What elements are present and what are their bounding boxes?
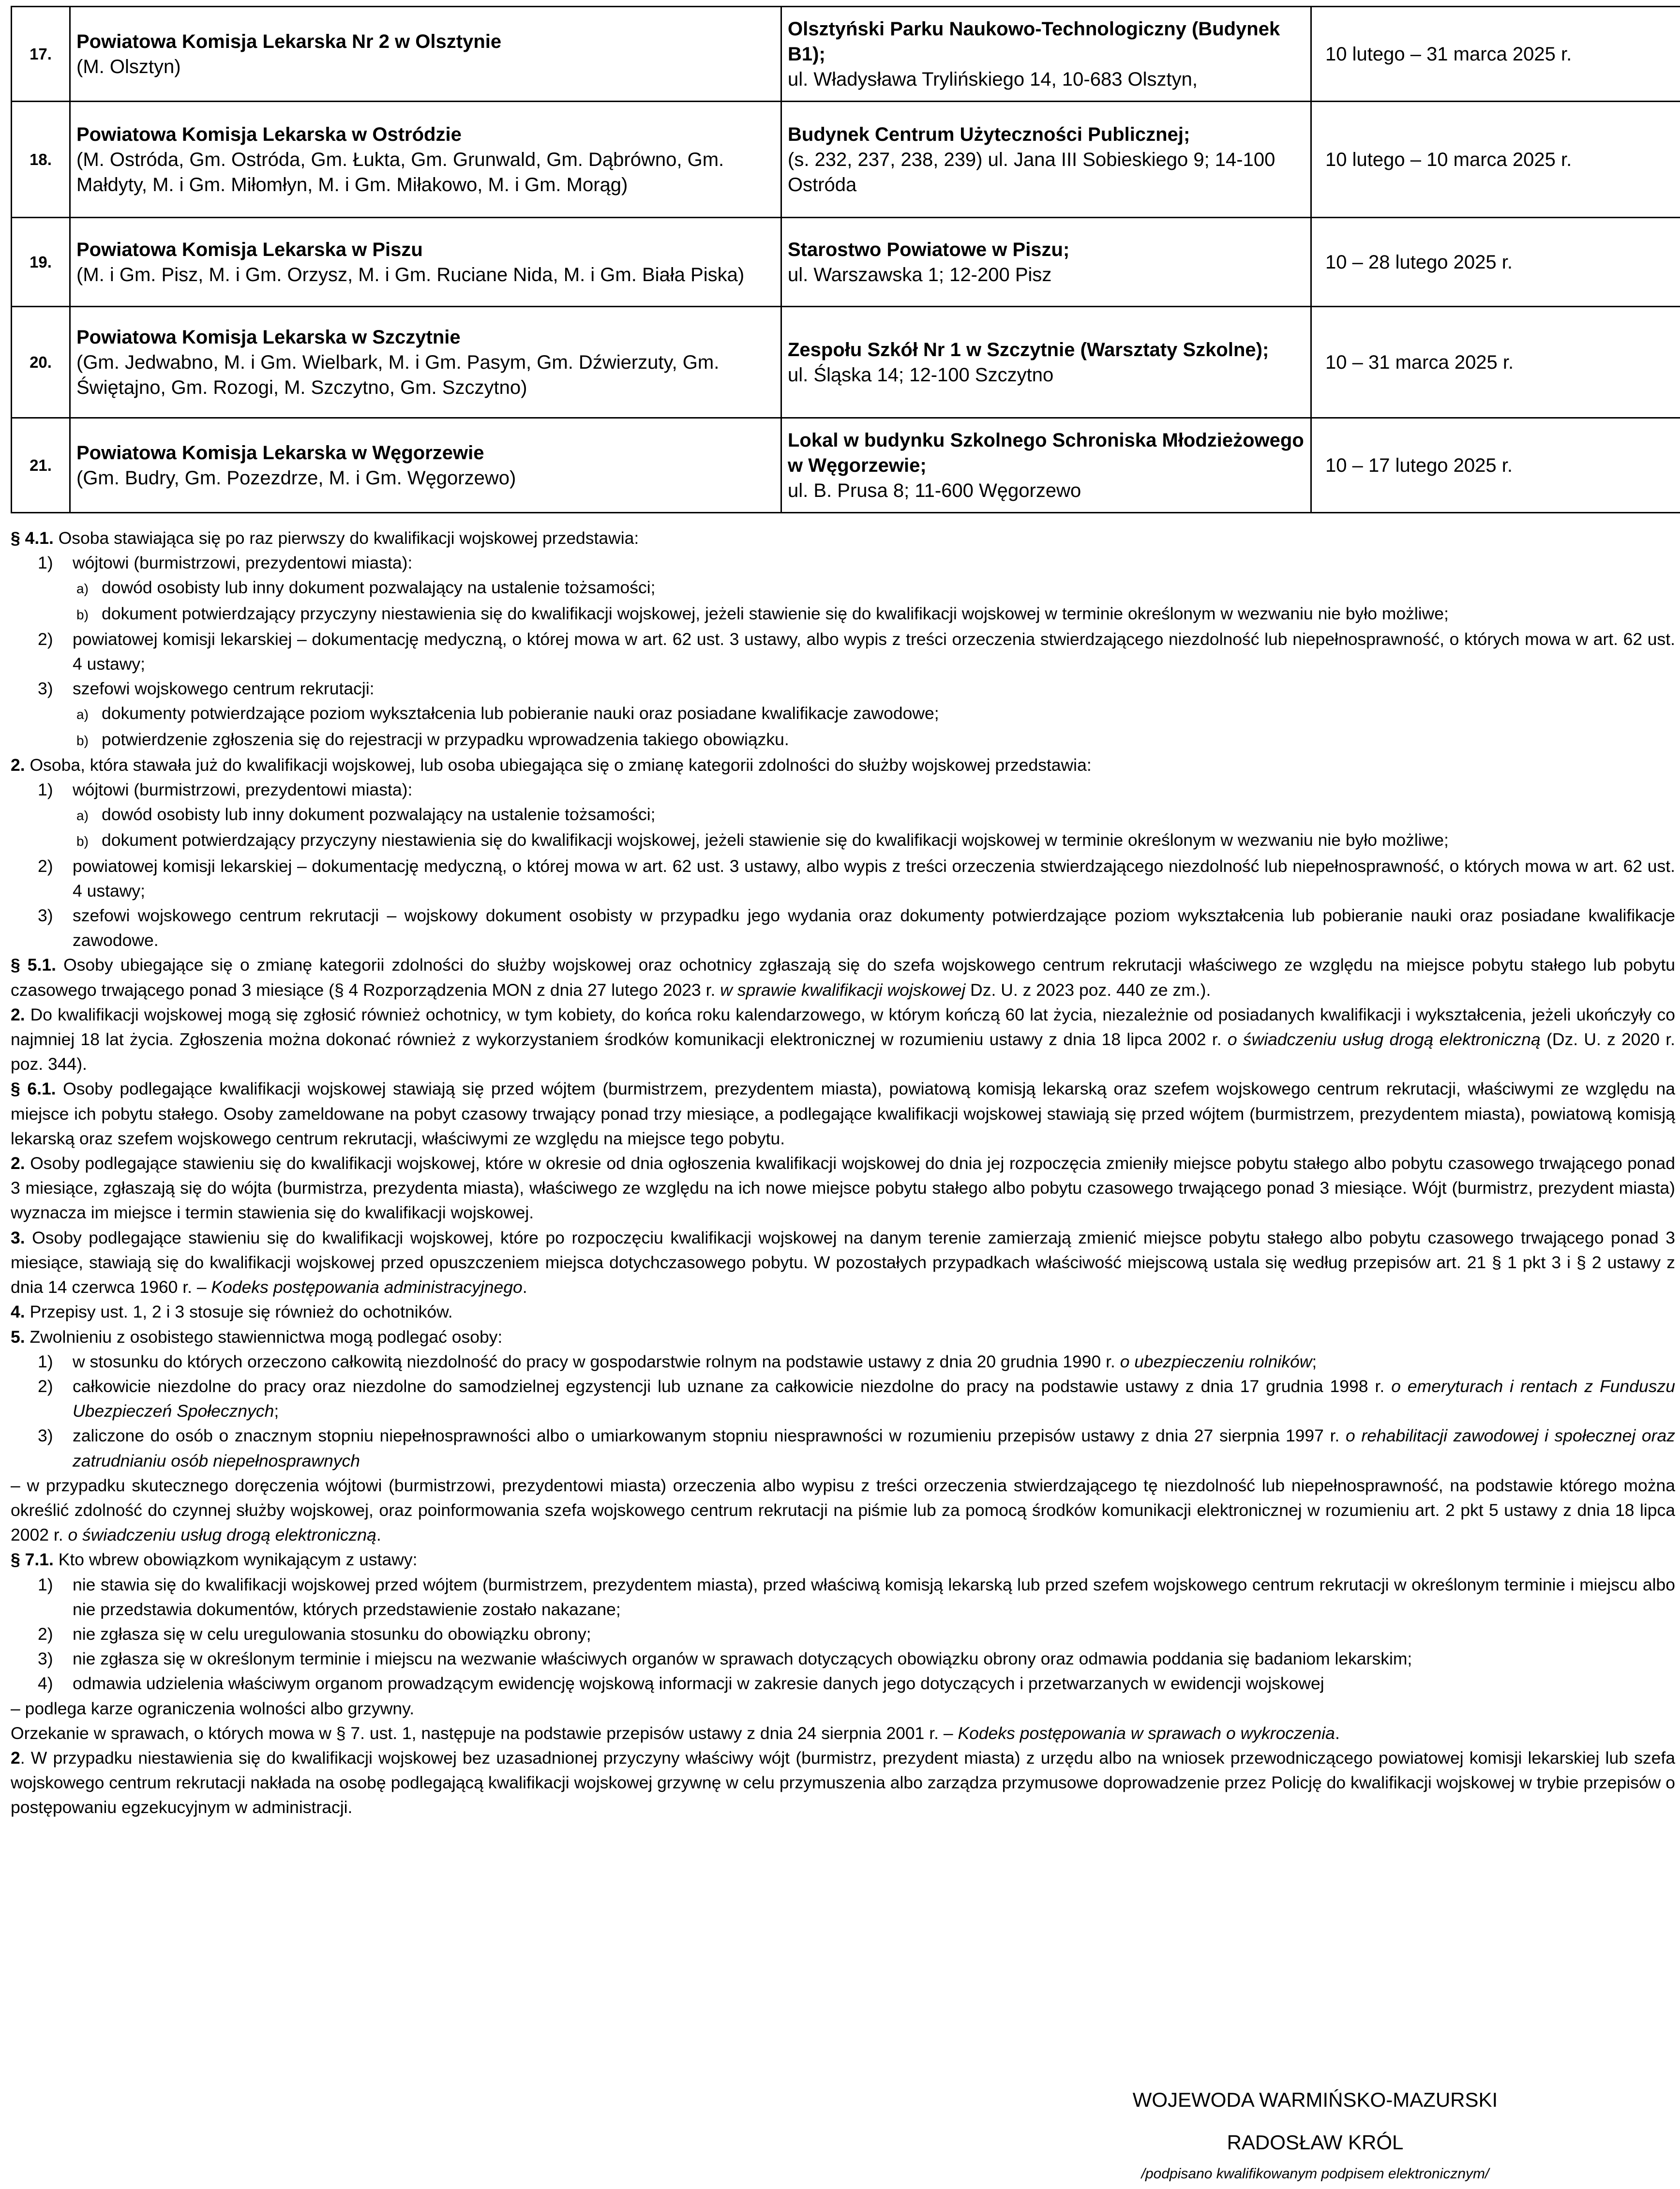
list-item-text: wójtowi (burmistrzowi, prezydentowi miasta):	[73, 780, 413, 800]
paragraph-6-5	[11, 1325, 1675, 1349]
list-item-text-italic: o emeryturach i rentach z Funduszu Ubezpieczeń Społecznych	[73, 1376, 1675, 1421]
list-item-text: dokument potwierdzający przyczyny niestawienia się do kwalifikacji wojskowej, jeżeli stawienie się do kwalifikacji wojskowej w terminie określonym w wezwaniu nie było możliwe;	[102, 603, 1449, 623]
paragraph-text-italic: Kodeks postępowania administracyjnego	[211, 1277, 523, 1297]
paragraph-text: Kto wbrew obowiązkom wynikającym z ustawy:	[53, 1550, 418, 1570]
commission-name: Powiatowa Komisja Lekarska w Piszu	[76, 239, 423, 260]
paragraph-4-2	[11, 753, 1675, 778]
list-item-text: dowód osobisty lub inny dokument pozwalający na ustalenie tożsamości;	[102, 578, 656, 598]
commission-name: Powiatowa Komisja Lekarska w Szczytnie	[76, 326, 461, 348]
location-address: ul. Warszawska 1; 12-200 Pisz	[788, 264, 1052, 285]
list-item	[11, 1573, 1675, 1622]
list-item-text-italic: o ubezpieczeniu rolników	[1120, 1351, 1312, 1371]
list-item	[11, 802, 1675, 828]
list-item	[11, 727, 1675, 753]
list-marker: b)	[76, 834, 89, 849]
list-item-text: wójtowi (burmistrzowi, prezydentowi miasta):	[73, 553, 413, 573]
commission-cell	[70, 7, 781, 102]
paragraph-text: – w przypadku skutecznego doręczenia wójtowi (burmistrzowi, prezydentowi miasta) orzeczenia albo wypisu z treści orzeczenia stwierdzającego tę niezdolność lub niepełnosprawność, na podstawie którego można określić zdolność do czynnej służby wojskowej, oraz poinformowania szefa wojskowego centrum rekrutacji na piśmie lub za pomocą środków komunikacji elektronicznej w rozumieniu art. 2 pkt 5 ustawy z dnia 18 lipca 2002 r.	[11, 1475, 1675, 1545]
signature-note: /podpisano kwalifikowanym podpisem elektronicznym/	[1141, 2166, 1489, 2182]
paragraph-6-2	[11, 1151, 1675, 1226]
section-number: 2.	[11, 1005, 25, 1024]
list-item-text: zaliczone do osób o znacznym stopniu niepełnosprawności albo o umiarkowanym stopniu niesprawności w rozumieniu przepisów ustawy z dnia 27 sierpnia 1997 r.	[73, 1426, 1346, 1446]
list-item-text: ;	[1312, 1351, 1317, 1371]
commission-name: Powiatowa Komisja Lekarska Nr 2 w Olsztynie	[76, 30, 502, 52]
location-name: Olsztyński Parku Naukowo-Technologiczny (Budynek B1);	[788, 18, 1280, 65]
commission-municipalities: (M. Ostróda, Gm. Ostróda, Gm. Łukta, Gm. Grunwald, Gm. Dąbrówno, Gm. Małdyty, M. i Gm. Miłomłyn, M. i Gm. Miłakowo, M. i Gm. Morąg)	[76, 149, 724, 195]
section-number: § 6.1.	[11, 1079, 56, 1099]
list-item-text: dokument potwierdzający przyczyny niestawienia się do kwalifikacji wojskowej, jeżeli stawienie się do kwalifikacji wojskowej w terminie określonym w wezwaniu nie było możliwe;	[102, 830, 1449, 850]
paragraph-text: .	[376, 1525, 381, 1545]
paragraph-text: Osoby podlegające stawieniu się do kwalifikacji wojskowej, które po rozpoczęciu kwalifikacji wojskowej na danym terenie zamierzają zmienić miejsce pobytu stałego albo pobytu czasowego trwającego ponad 3 miesiące, stawiają się do kwalifikacji wojskowej przed opuszczeniem miejsca dotychczasowego pobytu. W pozostałych przypadkach właściwość miejscową ustala się według przepisów art. 21 § 1 pkt 3 i § 2 ustawy z dnia 14 czerwca 1960 r. –	[11, 1228, 1675, 1297]
list-item	[11, 828, 1675, 854]
paragraph-6-3	[11, 1226, 1675, 1300]
paragraph-text: . W przypadku niestawienia się do kwalifikacji wojskowej bez uzasadnionej przyczyny właściwy wójt (burmistrz, prezydent miasta) z urzędu albo na wniosek przewodniczącego powiatowej komisji lekarskiej lub szefa wojskowego centrum rekrutacji nakłada na osobę podlegającą kwalifikacji wojskowej grzywnę w celu przymuszenia albo zarządza przymusowe doprowadzenie przez Policję do kwalifikacji wojskowej w trybie przepisów o postępowaniu egzekucyjnym w administracji.	[11, 1748, 1675, 1817]
list-item	[11, 1622, 1675, 1647]
list-marker: 2)	[38, 629, 53, 649]
list-item-text: nie zgłasza się w celu uregulowania stosunku do obowiązku obrony;	[73, 1624, 591, 1644]
list-item-text: szefowi wojskowego centrum rekrutacji:	[73, 679, 375, 699]
list-marker: b)	[76, 733, 89, 748]
paragraph-6-4	[11, 1300, 1675, 1324]
paragraph-text: Zwolnieniu z osobistego stawiennictwa mogą podlegać osoby:	[25, 1327, 503, 1347]
signature-name: RADOSŁAW KRÓL	[1227, 2131, 1404, 2154]
list-item	[11, 1647, 1675, 1671]
list-item-text: potwierdzenie zgłoszenia się do rejestracji w przypadku wprowadzenia takiego obowiązku.	[102, 729, 789, 749]
list-item	[11, 551, 1675, 575]
location-name: Starostwo Powiatowe w Piszu;	[788, 239, 1070, 260]
location-cell	[781, 418, 1311, 513]
paragraph-text: Do kwalifikacji wojskowej mogą się zgłosić również ochotnicy, w tym kobiety, do końca roku kalendarzowego, w którym kończą 60 lat życia, niezależnie od posiadanych kwalifikacji i wykształcenia, jeżeli ukończyły co najmniej 18 lat życia. Zgłoszenia można dokonać również z wykorzystaniem środków komunikacji elektronicznej w rozumieniu ustawy z dnia 18 lipca 2002 r.	[11, 1005, 1675, 1050]
location-address: ul. Władysława Trylińskiego 14, 10-683 Olsztyn,	[788, 68, 1198, 90]
location-name: Zespołu Szkół Nr 1 w Szczytnie (Warsztaty Szkolne);	[788, 339, 1269, 360]
list-marker: 3)	[38, 1649, 53, 1669]
list-item-text: odmawia udzielenia właściwym organom prowadzącym ewidencję wojskową informacji w zakresie danych jego dotyczących i przetwarzanych w ewidencji wojskowej	[73, 1674, 1324, 1694]
paragraph-6-1	[11, 1077, 1675, 1151]
list-item	[11, 676, 1675, 701]
paragraph-text: Osoby podlegające stawieniu się do kwalifikacji wojskowej, które w okresie od dnia ogłoszenia kwalifikacji wojskowej do dnia jej rozpoczęcia zmieniły miejsce pobytu stałego albo pobytu czasowego trwającego ponad 3 miesiące, zgłaszają się do wójta (burmistrza, prezydenta miasta), właściwego ze względu na ich nowe miejsce pobytu stałego albo pobytu czasowego trwającego ponad 3 miesiące. Wójt (burmistrz, prezydent miasta) wyznacza im miejsce i termin stawienia się do kwalifikacji wojskowej.	[11, 1154, 1675, 1223]
penalty-line: – podlega karze ograniczenia wolności albo grzywny.	[11, 1698, 415, 1718]
paragraph-text-italic: Kodeks postępowania w sprawach o wykroczenia	[958, 1723, 1335, 1743]
list-marker: 1)	[38, 780, 53, 800]
list-marker: 2)	[38, 856, 53, 876]
term-cell: 10 – 31 marca 2025 r.	[1311, 307, 1680, 418]
list-item	[11, 1349, 1675, 1374]
location-cell	[781, 218, 1311, 307]
section-number: § 7.1.	[11, 1550, 54, 1570]
list-marker: a)	[76, 707, 89, 722]
table-row	[12, 307, 1680, 418]
section-number: § 4.1.	[11, 528, 54, 548]
list-item-text: nie zgłasza się w określonym terminie i miejscu na wezwanie właściwych organów w sprawach dotyczących obowiązku obrony oraz odmawia poddania się badaniom lekarskim;	[73, 1649, 1412, 1669]
paragraph-text: Osoby ubiegające się o zmianę kategorii zdolności do służby wojskowej oraz ochotnicy zgłaszają się do szefa wojskowego centrum rekrutacji właściwego ze względu na miejsce pobytu stałego lub pobytu czasowego trwającego ponad 3 miesiące (§ 4 Rozporządzenia MON z dnia 27 lutego 2023 r.	[11, 955, 1675, 1000]
section-number: § 5.1.	[11, 955, 57, 975]
row-number: 18.	[12, 102, 70, 218]
paragraph-text: .	[1335, 1723, 1340, 1743]
list-item-text: powiatowej komisji lekarskiej – dokumentację medyczną, o której mowa w art. 62 ust. 3 ustawy, albo wypis z treści orzeczenia stwierdzającego niezdolność lub niepełnosprawność, o których mowa w art. 62 ust. 4 ustawy;	[73, 629, 1675, 674]
location-address: (s. 232, 237, 238, 239) ul. Jana III Sobieskiego 9; 14-100 Ostróda	[788, 149, 1275, 195]
list-item	[11, 627, 1675, 676]
paragraph-4-1	[11, 526, 1675, 551]
row-number: 19.	[12, 218, 70, 307]
list-marker: 3)	[38, 1426, 53, 1446]
location-cell	[781, 7, 1311, 102]
paragraph-text-italic: o świadczeniu usług drogą elektroniczną	[1227, 1030, 1541, 1050]
section-number: 2.	[11, 755, 25, 775]
commission-cell	[70, 102, 781, 218]
paragraph-text-italic: w sprawie kwalifikacji wojskowej	[720, 980, 966, 1000]
term-cell: 10 lutego – 31 marca 2025 r.	[1311, 7, 1680, 102]
location-address: ul. Śląska 14; 12-100 Szczytno	[788, 364, 1054, 386]
commissions-table	[11, 6, 1680, 513]
table-row	[12, 218, 1680, 307]
paragraph-7-1	[11, 1547, 1675, 1572]
list-marker: 3)	[38, 679, 53, 699]
list-item	[11, 575, 1675, 601]
paragraph-text: Dz. U. z 2023 poz. 440 ze zm.).	[965, 980, 1211, 1000]
paragraph-text: Osoba stawiająca się po raz pierwszy do kwalifikacji wojskowej przedstawia:	[53, 528, 639, 548]
list-marker: 1)	[38, 1351, 53, 1371]
table-row	[12, 7, 1680, 102]
commission-municipalities: (Gm. Jedwabno, M. i Gm. Wielbark, M. i Gm. Pasym, Gm. Dźwierzuty, Gm. Świętajno, Gm. Rozogi, M. Szczytno, Gm. Szczytno)	[76, 351, 720, 398]
commission-municipalities: (M. Olsztyn)	[76, 56, 181, 77]
row-number: 17.	[12, 7, 70, 102]
list-item-text-italic: o rehabilitacji zawodowej i społecznej oraz zatrudnianiu osób niepełnosprawnych	[73, 1426, 1675, 1470]
location-name: Lokal w budynku Szkolnego Schroniska Młodzieżowego w Węgorzewie;	[788, 429, 1304, 476]
list-item-text: ;	[274, 1401, 279, 1421]
list-item	[11, 701, 1675, 727]
list-item	[11, 778, 1675, 802]
list-marker: 2)	[38, 1376, 53, 1396]
commission-name: Powiatowa Komisja Lekarska w Ostródzie	[76, 123, 462, 145]
list-item	[11, 601, 1675, 627]
signature-office: WOJEWODA WARMIŃSKO-MAZURSKI	[1132, 2088, 1498, 2111]
list-marker: 4)	[38, 1674, 53, 1694]
list-item	[11, 1671, 1675, 1696]
location-cell	[781, 307, 1311, 418]
document-page	[11, 6, 1675, 1820]
list-marker: 1)	[38, 1574, 53, 1594]
term-cell: 10 lutego – 10 marca 2025 r.	[1311, 102, 1680, 218]
adjudication-line	[11, 1721, 1675, 1746]
list-item-text: całkowicie niezdolne do pracy oraz niezdolne do samodzielnej egzystencji lub uznane za całkowicie niezdolne do pracy na podstawie ustawy z dnia 17 grudnia 1998 r.	[73, 1376, 1392, 1396]
commission-name: Powiatowa Komisja Lekarska w Węgorzewie	[76, 442, 484, 464]
list-marker: 3)	[38, 906, 53, 926]
location-address: ul. B. Prusa 8; 11-600 Węgorzewo	[788, 480, 1081, 501]
section-number: 4.	[11, 1302, 25, 1322]
paragraph-7-2	[11, 1746, 1675, 1820]
list-item-text: w stosunku do których orzeczono całkowitą niezdolność do pracy w gospodarstwie rolnym na podstawie ustawy z dnia 20 grudnia 1990 r.	[73, 1351, 1120, 1371]
section-number: 2	[11, 1748, 20, 1768]
list-marker: a)	[76, 808, 89, 824]
row-number: 20.	[12, 307, 70, 418]
section-number: 3.	[11, 1228, 25, 1247]
paragraph-text: Orzekanie w sprawach, o których mowa w § 7. ust. 1, następuje na podstawie przepisów ustawy z dnia 24 sierpnia 2001 r. –	[11, 1723, 958, 1743]
list-item	[11, 1374, 1675, 1424]
list-item-text: dokumenty potwierdzające poziom wykształcenia lub pobieranie nauki oraz posiadane kwalifikacje zawodowe;	[102, 704, 939, 723]
list-item-text: powiatowej komisji lekarskiej – dokumentację medyczną, o której mowa w art. 62 ust. 3 ustawy, albo wypis z treści orzeczenia stwierdzającego niezdolność lub niepełnosprawność, o których mowa w art. 62 ust. 4 ustawy;	[73, 856, 1675, 900]
paragraph-text: Osoba, która stawała już do kwalifikacji wojskowej, lub osoba ubiegająca się o zmianę kategorii zdolności do służby wojskowej przedstawia:	[25, 755, 1092, 775]
paragraph-text-italic: o świadczeniu usług drogą elektroniczną	[68, 1525, 376, 1545]
paragraph-text: (Dz. U. z 2020 r. poz. 344).	[11, 1030, 1676, 1074]
list-marker: b)	[76, 607, 89, 622]
paragraph-text: Przepisy ust. 1, 2 i 3 stosuje się również do ochotników.	[25, 1302, 453, 1322]
paragraph-5-2	[11, 1003, 1675, 1077]
paragraph-text: Osoby podlegające kwalifikacji wojskowej stawiają się przed wójtem (burmistrzem, prezydentem miasta), powiatową komisją lekarską oraz szefem wojskowego centrum rekrutacji, właściwymi ze względu na miejsce ich pobytu stałego. Osoby zameldowane na pobyt czasowy trwający ponad trzy miesiące, a podlegające kwalifikacji wojskowej stawiają się przed wójtem (burmistrzem, prezydentem miasta), powiatową komisją lekarską oraz szefem wojskowego centrum rekrutacji, właściwymi ze względu na miejsce tego pobytu.	[11, 1079, 1676, 1148]
list-marker: 1)	[38, 553, 53, 573]
commission-municipalities: (M. i Gm. Pisz, M. i Gm. Orzysz, M. i Gm. Ruciane Nida, M. i Gm. Biała Piska)	[76, 264, 745, 285]
location-cell	[781, 102, 1311, 218]
commission-cell	[70, 218, 781, 307]
table-row	[12, 418, 1680, 513]
regulation-text	[11, 526, 1675, 1820]
list-item	[11, 903, 1675, 953]
list-item-text: dowód osobisty lub inny dokument pozwalający na ustalenie tożsamości;	[102, 805, 656, 825]
list-item	[11, 1424, 1675, 1473]
section-number: 2.	[11, 1154, 25, 1173]
paragraph-5-1	[11, 953, 1675, 1002]
commission-municipalities: (Gm. Budry, Gm. Pozezdrze, M. i Gm. Węgorzewo)	[76, 467, 516, 489]
paragraph-text: .	[522, 1277, 527, 1297]
section-number: 5.	[11, 1327, 25, 1347]
term-cell: 10 – 17 lutego 2025 r.	[1311, 418, 1680, 513]
row-number: 21.	[12, 418, 70, 513]
list-item	[11, 854, 1675, 903]
paragraph-6-5-tail	[11, 1473, 1675, 1548]
commission-cell	[70, 307, 781, 418]
location-name: Budynek Centrum Użyteczności Publicznej;	[788, 123, 1190, 145]
list-marker: a)	[76, 581, 89, 597]
list-item-text: szefowi wojskowego centrum rekrutacji – wojskowy dokument osobisty w przypadku jego wydania oraz dokumenty potwierdzające poziom wykształcenia lub pobieranie nauki oraz posiadane kwalifikacje zawodowe.	[73, 906, 1675, 950]
list-item-text: nie stawia się do kwalifikacji wojskowej przed wójtem (burmistrzem, prezydentem miasta), przed właściwą komisją lekarską lub przed szefem wojskowego centrum rekrutacji w określonym terminie i miejscu albo nie przedstawia dokumentów, których przedstawienie zostało nakazane;	[73, 1574, 1675, 1619]
list-marker: 2)	[38, 1624, 53, 1644]
term-cell: 10 – 28 lutego 2025 r.	[1311, 218, 1680, 307]
commission-cell	[70, 418, 781, 513]
table-row	[12, 102, 1680, 218]
